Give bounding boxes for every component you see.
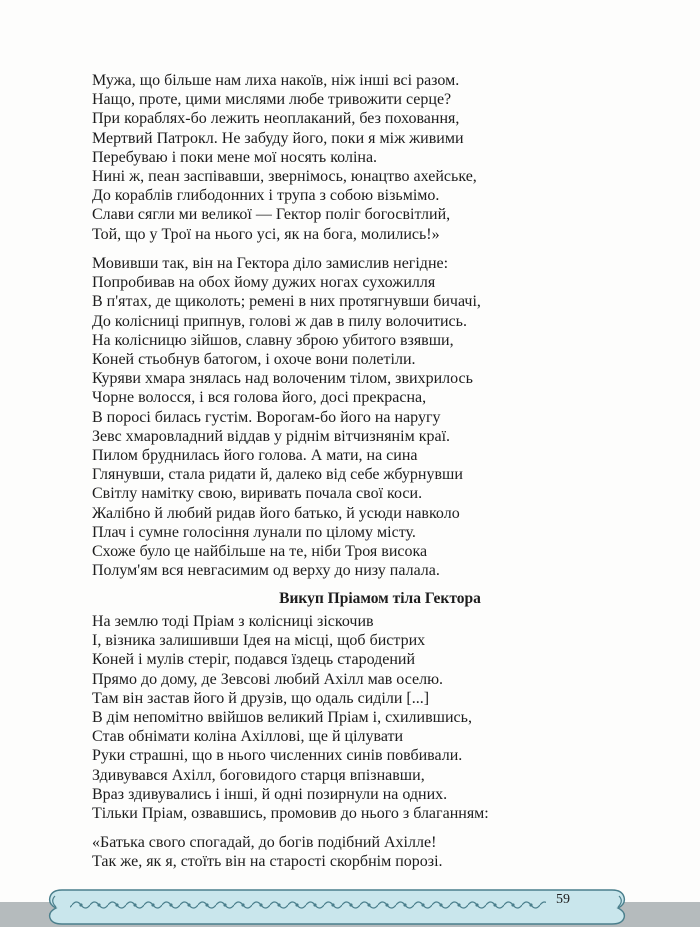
verse-line: Нащо, проте, цими мислями любе тривожити серце? [92, 91, 452, 109]
ornament-border-icon [0, 884, 700, 927]
verse-line: До кораблів глибодонних і трупа з собою візьмімо. [92, 187, 440, 205]
verse-line: Мужа, що більше нам лиха накоїв, ніж інші всі разом. [92, 72, 460, 89]
verse-line: В п'ятах, де щиколоть; ремені в них протягнувши бичачі, [92, 293, 481, 311]
verse-line: Став обнімати коліна Ахіллові, ще й цілувати [92, 728, 404, 746]
verse-line: Тільки Пріам, озвавшись, промовив до нього з благанням: [92, 805, 489, 823]
verse-line: Перебуваю і поки мене мої носять коліна. [92, 148, 378, 166]
verse-line: Схоже було це найбільше на те, ніби Троя висока [92, 543, 428, 561]
verse-line: І, візника залишивши Ідея на місці, щоб бистрих [92, 632, 426, 650]
verse-line: Там він застав його й друзів, що одаль сиділи [...] [92, 689, 430, 707]
verse-line: Той, що у Трої на нього усі, як на бога, молились!» [92, 225, 440, 243]
verse-line: Здивувався Ахілл, боговидого старця впізнавши, [92, 766, 425, 784]
verse-line: «Батька свого спогадай, до богів подібний Ахілле! [92, 834, 437, 851]
verse-line: Враз здивувались і інші, й одні позирнули на одних. [92, 785, 448, 803]
verse-line: Руки страшні, що в нього численних синів повбивали. [92, 747, 463, 765]
section-heading-wrap [92, 589, 632, 608]
section-heading: Викуп Пріамом тіла Гектора [279, 590, 481, 607]
verse-line: На землю тоді Пріам з колісниці зіскочив [92, 613, 374, 630]
stanza-1 [92, 71, 632, 244]
verse-line: Жалібно й любий ридав його батько, й усюди навколо [92, 504, 460, 522]
verse-line: В дім непомітно ввійшов великий Пріам і, схилившись, [92, 709, 472, 727]
verse-line: Зевс хмаровладний віддав у ріднім вітчизнянім краї. [92, 427, 451, 445]
verse-line: Глянувши, стала ридати й, далеко від себе жбурнувши [92, 466, 463, 484]
verse-line: Куряви хмара знялась над волоченим тілом, звихрилось [92, 370, 473, 388]
page-number: 59 [556, 892, 570, 907]
verse-line: На колісницю зійшов, славну зброю убитого взявши, [92, 331, 454, 349]
verse-line: Попробивав на обох йому дужих ногах сухожилля [92, 274, 436, 292]
verse-line: До колісниці припнув, голові ж дав в пилу волочитись. [92, 312, 467, 330]
stanza-3 [92, 612, 632, 823]
verse-line: Нині ж, пеан заспівавши, звернімось, юнацтво ахейське, [92, 168, 477, 186]
verse-line: При кораблях-бо лежить неоплаканий, без поховання, [92, 110, 460, 128]
verse-line: Прямо до дому, де Зевсові любий Ахілл мав оселю. [92, 670, 444, 688]
verse-line: Світлу намітку свою, виривать почала свої коси. [92, 485, 423, 503]
page-footer [0, 884, 700, 927]
verse-line: Чорне волосся, і вся голова його, досі прекрасна, [92, 389, 427, 407]
verse-line: Полум'ям вся невгасимим од верху до низу палала. [92, 562, 440, 580]
verse-line: Так же, як я, стоїть він на старості скорбнім порозі. [92, 853, 443, 871]
verse-line: В порoсі билась густім. Ворогам-бо його на наругу [92, 408, 441, 426]
verse-line: Слави сягли ми великої — Гектор поліг богосвітлий, [92, 206, 451, 224]
verse-line: Плач і сумне голосіння лунали по цілому місту. [92, 523, 416, 541]
verse-line: Коней і мулів стеріг, подався їздець стародений [92, 651, 416, 669]
verse-line: Мертвий Патрокл. Не забуду його, поки я між живими [92, 129, 464, 147]
verse-line: Коней стьобнув батогом, і охоче вони полетіли. [92, 351, 416, 369]
stanza-4 [92, 833, 632, 871]
verse-line: Пилом бруднилась його голова. А мати, на сина [92, 447, 418, 465]
stanza-2 [92, 254, 632, 580]
verse-line: Мовивши так, він на Гектора діло замислив негідне: [92, 255, 449, 272]
